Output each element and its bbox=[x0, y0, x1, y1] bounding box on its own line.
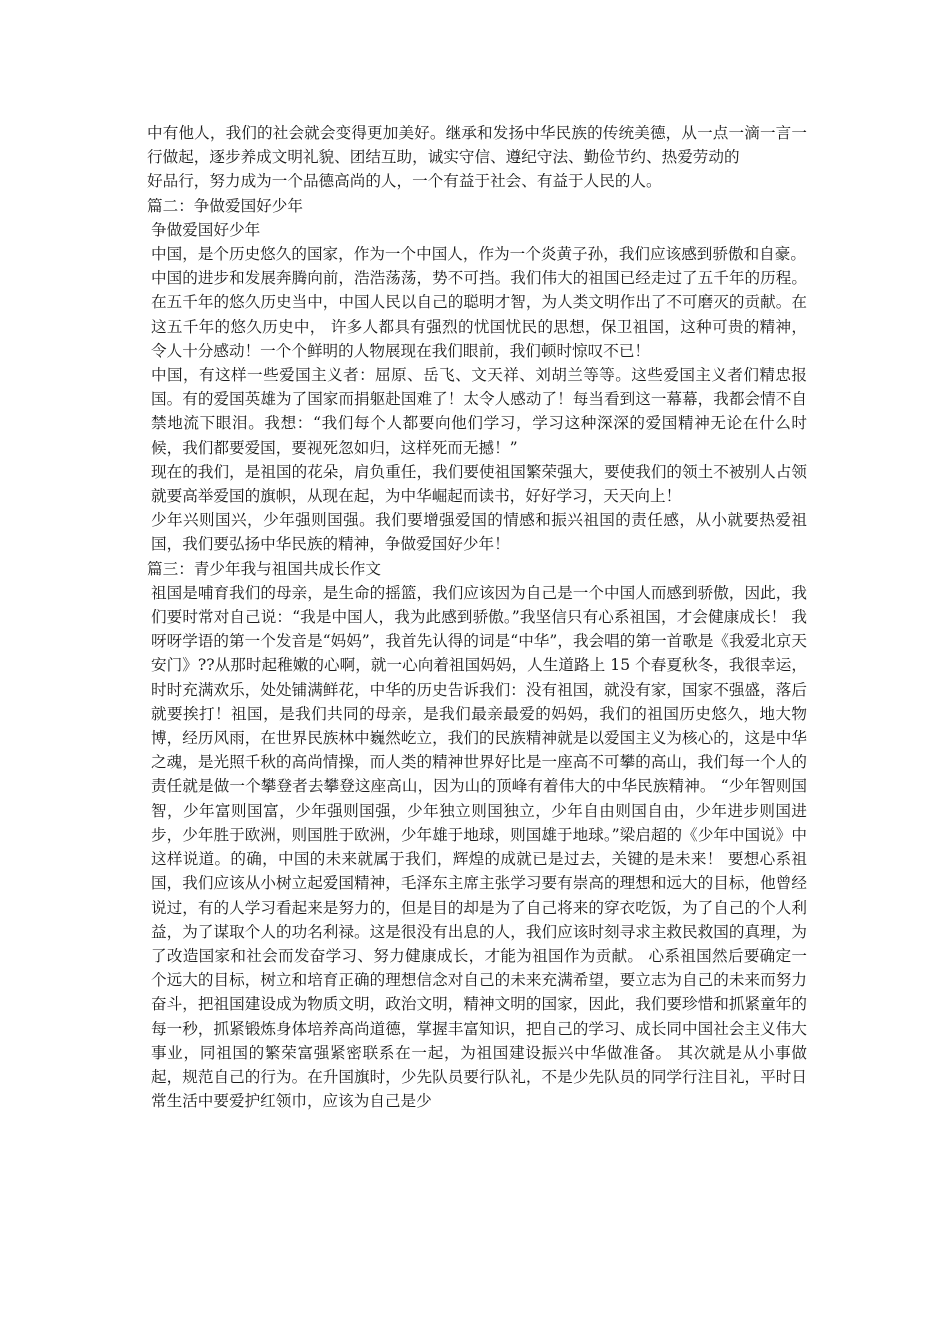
section2-paragraph-3: 中国，有这样一些爱国主义者：屈原、岳飞、文天祥、刘胡兰等等。这些爱国主义者们精忠报国。有的爱国英雄为了国家而捐躯赴国难了！太令人感动了！每当看到这一幕幕，我都会情不自禁地流下眼泪。我想：“我们每个人都要向他们学习，学习这种深深的爱国精神无论在什么时候，我们都要爱国，要视死忽如归，这样死而无撼！” bbox=[151, 366, 807, 457]
continuation-end-paragraph: 好品行，努力成为一个品德高尚的人，一个有益于社会、有益于人民的人。 bbox=[147, 172, 662, 191]
document-page bbox=[147, 121, 807, 1113]
section3-heading: 篇三：青少年我与祖国共成长作文 bbox=[147, 559, 381, 578]
section2-title: 争做爱国好少年 bbox=[151, 220, 261, 239]
section2-heading: 篇二：争做爱国好少年 bbox=[147, 196, 303, 215]
section2-paragraph-5: 少年兴则国兴，少年强则国强。我们要增强爱国的情感和振兴祖国的责任感，从小就要热爱祖国，我们要弘扬中华民族的精神，争做爱国好少年！ bbox=[151, 511, 807, 554]
section2-paragraph-2: 中国的进步和发展奔腾向前，浩浩荡荡，势不可挡。我们伟大的祖国已经走过了五千年的历程。在五千年的悠久历史当中，中国人民以自己的聪明才智，为人类文明作出了不可磨灭的贡献。在这五千年的悠久历史中， 许多人都具有强烈的忧国忧民的思想，保卫祖国，这种可贵的精神，令人十分感动！一个个鲜明的人物展现在我们眼前，我们顿时惊叹不已！ bbox=[151, 269, 807, 360]
section2-paragraph-4: 现在的我们，是祖国的花朵，肩负重任，我们要使祖国繁荣强大，要使我们的领土不被别人占领就要高举爱国的旗帜，从现在起，为中华崛起而读书，好好学习，天天向上！ bbox=[151, 462, 807, 506]
section3-paragraph: 祖国是哺育我们的母亲，是生命的摇篮，我们应该因为自己是一个中国人而感到骄傲，因此，我们要时常对自己说：“我是中国人，我为此感到骄傲。”我坚信只有心系祖国，才会健康成长！ 我呀呀学语的第一个发音是“妈妈”，我首先认得的词是“中华”，我会唱的第一首歌是《我爱北京天安门》??从那时起稚嫩的心啊，就一心向着祖国妈妈，人生道路上 15 个春夏秋冬，我很幸运，时时充满欢乐，处处铺满鲜花，中华的历史告诉我们：没有祖国，就没有家，国家不强盛，落后就要挨打！祖国，是我们共同的母亲，是我们最亲最爱的妈妈，我们的祖国历史悠久，地大物博，经历风雨，在世界民族林中巍然屹立，我们的民族精神就是以爱国主义为核心的，这是中华之魂，是光照千秋的高尚情操，而人类的精神世界好比是一座高不可攀的高山，我们每一个人的责任就是做一个攀登者去攀登这座高山，因为山的顶峰有着伟大的中华民族精神。 “少年智则国智，少年富则国富，少年强则国强，少年独立则国独立，少年自由则国自由，少年进步则国进步，少年胜于欧洲，则国胜于欧洲，少年雄于地球，则国雄于地球。”梁启超的《少年中国说》中这样说道。的确，中国的未来就属于我们，辉煌的成就已是过去，关键的是未来！ 要想心系祖国，我们应该从小树立起爱国精神，毛泽东主席主张学习要有崇高的理想和远大的目标，他曾经说过，有的人学习看起来是努力的，但是目的却是为了自己将来的穿衣吃饭，为了自己的个人利益，为了谋取个人的功名利禄。这是很没有出息的人，我们应该时刻寻求主救民救国的真理，为了改造国家和社会而发奋学习、努力健康成长，才能为祖国作为贡献。 心系祖国然后要确定一个远大的目标，树立和培育正确的理想信念对自己的未来充满希望，要立志为自己的未来而努力奋斗，把祖国建设成为物质文明，政治文明，精神文明的国家，因此，我们要珍惜和抓紧童年的每一秒，抓紧锻炼身体培养高尚道德，掌握丰富知识，把自己的学习、成长同中国社会主义伟大事业，同祖国的繁荣富强紧密联系在一起，为祖国建设振兴中华做准备。 其次就是从小事做起，规范自己的行为。在升国旗时，少先队员要行队礼，不是少先队员的同学行注目礼，平时日常生活中要爱护红领巾，应该为自己是少 bbox=[151, 583, 807, 1111]
section2-paragraph-1: 中国，是个历史悠久的国家，作为一个中国人，作为一个炎黄子孙，我们应该感到骄傲和自豪。 bbox=[151, 245, 806, 264]
continuation-paragraph: 中有他人，我们的社会就会变得更加美好。继承和发扬中华民族的传统美德，从一点一滴一言一行做起，逐步养成文明礼貌、团结互助，诚实守信、遵纪守法、勤俭节约、热爱劳动的 bbox=[147, 124, 807, 167]
